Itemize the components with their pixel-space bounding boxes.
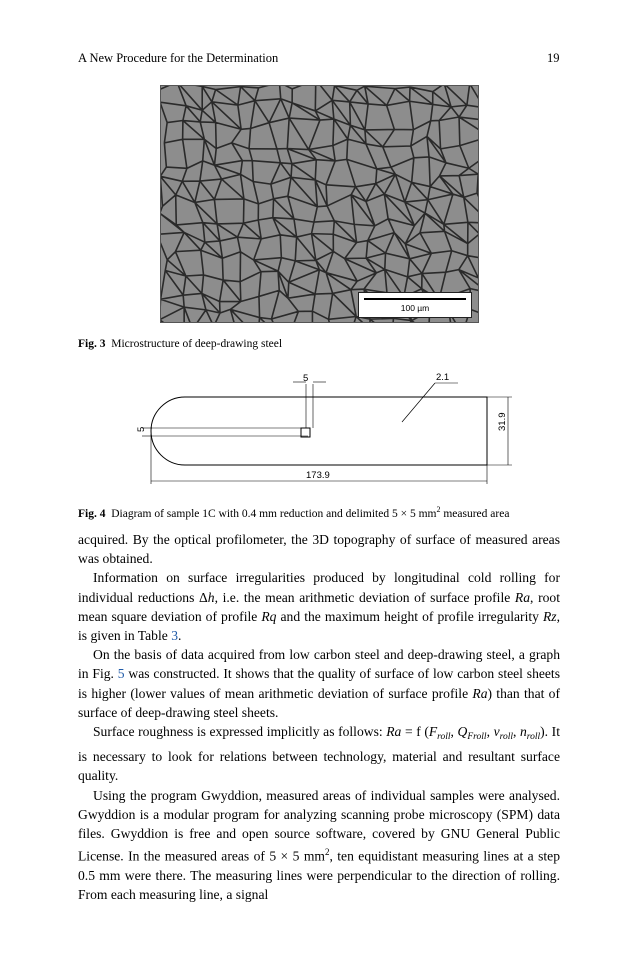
p4-symbol-f: F [428, 724, 438, 740]
table-3-link[interactable]: 3 [171, 628, 178, 644]
p5-text-a: Using the program Gwyddion, measured areas of individual samples were analysed. Gwyddion is a modular program for analyzing scanning probe microscopy (SPM) data files. Gwyddion is free and open source software, covered by GNU General Public License. In the measured areas of 5 × 5 mm [78, 787, 560, 864]
p4-equals: = f ( [401, 724, 429, 740]
p2-symbol-rq: Rq [261, 608, 277, 624]
p4-sep-2: , [486, 724, 494, 740]
p5-superscript: 2 [324, 847, 330, 858]
figure-4-caption-text: Diagram of sample 1C with 0.4 mm reduction and delimited 5 × 5 mm [111, 507, 437, 520]
paragraph-4 [78, 722, 560, 786]
p4-sep-3: , [512, 724, 520, 740]
header-title: A New Procedure for the Determination [78, 51, 279, 65]
figure-4-label: Fig. 4 [78, 507, 106, 520]
p2-text-a: Information on surface irregularities produced by longitudinal cold rolling for individual reductions Δ [78, 570, 560, 605]
figure-5-link[interactable]: 5 [117, 666, 125, 682]
scale-bar [364, 298, 466, 300]
p4-text-b: ). It is necessary to look for relations between technology, material and resultant surface quality. [78, 724, 560, 784]
grain-boundaries [161, 86, 478, 322]
p3-text-c: ) than that of surface of deep-drawing steel sheets. [78, 685, 560, 720]
p4-symbol-q: Q [457, 724, 468, 740]
dim-callout-label: 2.1 [436, 372, 450, 383]
p4-sub-vroll: roll [499, 732, 513, 743]
p3-symbol-ra: Ra [472, 685, 488, 701]
p4-sub-froll: roll [437, 732, 451, 743]
dim-height-label: 31.9 [497, 412, 508, 431]
callout-leader [402, 383, 435, 422]
dim-top-label: 5 [303, 373, 309, 384]
p4-symbol-ra: Ra [386, 724, 402, 740]
p4-symbol-n: n [519, 724, 527, 740]
p2-text-c: , root mean square deviation of profile [78, 589, 560, 624]
microstructure-image [160, 85, 479, 323]
sample-diagram [130, 370, 520, 490]
p4-sub-qfroll: Froll [467, 732, 487, 743]
page-number: 19 [547, 51, 560, 65]
dim-left-label: 5 [136, 426, 147, 432]
sample-outline [151, 397, 487, 465]
scale-bar-box [358, 292, 472, 318]
p2-symbol-ra: Ra [514, 589, 531, 605]
p2-text-e: , is given in Table [78, 608, 560, 644]
p3-text-b: was constructed. It shows that the quality of surface of low carbon steel sheets is higher (lower values of mean arithmetic deviation of surface profile [78, 666, 560, 701]
paragraph-2 [78, 568, 560, 645]
p4-symbol-v: v [493, 724, 500, 740]
figure-3-label: Fig. 3 [78, 338, 106, 350]
p2-text-b: , i.e. the mean arithmetic deviation of surface profile [214, 589, 515, 605]
paragraph-1: acquired. By the optical profilometer, the 3D topography of surface of measured areas was obtained. [78, 532, 560, 567]
figure-4-caption [78, 505, 509, 520]
figure-4-caption-tail: measured area [440, 507, 510, 520]
paragraph-5 [78, 786, 560, 905]
p2-symbol-rz: Rz [543, 608, 557, 624]
p2-text-d: and the maximum height of profile irregularity [276, 608, 543, 624]
grain-boundary-texture [161, 86, 478, 322]
body-text [78, 530, 560, 904]
figure-3-caption [78, 338, 282, 350]
p3-text-a: On the basis of data acquired from low carbon steel and deep-drawing steel, a graph in Fig. [78, 647, 560, 682]
scale-bar-label: 100 µm [400, 303, 430, 313]
figure-3-caption-text: Microstructure of deep-drawing steel [111, 338, 283, 350]
p2-symbol-h: h [207, 589, 215, 605]
p5-text-b: , ten equidistant measuring lines at a step 0.5 mm were there. The measuring lines were perpendicular to the direction of rolling. From each measuring line, a signal [78, 848, 560, 903]
p4-text-a: Surface roughness is expressed implicitly as follows: [93, 724, 387, 740]
paragraph-3 [78, 645, 560, 722]
p4-sub-nroll: roll [526, 732, 541, 743]
measured-area-square [301, 428, 310, 437]
p2-text-f: . [177, 628, 182, 644]
dim-length-label: 173.9 [306, 470, 330, 481]
figure-4-caption-superscript: 2 [436, 505, 441, 514]
p4-sep-1: , [450, 724, 458, 740]
